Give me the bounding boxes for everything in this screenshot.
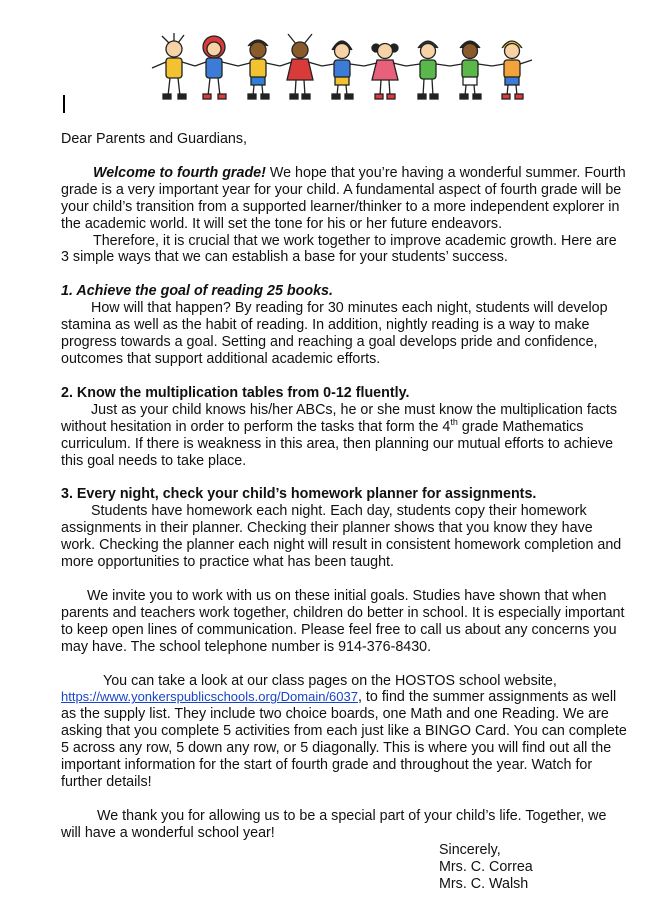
class-pages-text-a: You can take a look at our class pages on the HOSTOS school website, xyxy=(103,672,557,689)
signature-block xyxy=(439,842,533,893)
invite-paragraph: We invite you to work with us on these initial goals. Studies have shown that when parents and teachers work together, children do better in school. It is especially important to keep open lines of communication. Please feel free to call us about any concerns you may have. The school telephone number is 914-376-8430. xyxy=(61,587,625,655)
child-9 xyxy=(492,41,532,99)
child-6 xyxy=(364,44,406,100)
goal-2-superscript: th xyxy=(450,416,458,427)
child-5 xyxy=(322,41,364,99)
class-pages-paragraph xyxy=(61,673,627,791)
class-pages-text-b: , to find the summer assignments as well as the supply list. They include two choice boards, one Math and one Reading. We are asking that you complete 5 activities from each just like a BINGO Card. You can complete 5 across any row, 5 down any row, or 5 diagonally. This is where you will find out all the important information for the start of fourth grade and throughout the year. Watch for further details! xyxy=(61,689,627,790)
signer-1: Mrs. C. Correa xyxy=(439,859,533,875)
goal-2-text-b: grade Mathematics curriculum. If there is weakness in this area, then planning our mutual efforts to achieve this goal needs to take place. xyxy=(61,418,614,469)
goal-3-body: Students have homework each night. Each day, students copy their homework assignments in their planner. Checking their planner shows that you know they have work. Checking the planner each night will result in consistent homework completion and more opportunities to practice what has been taught. xyxy=(61,503,622,571)
goal-1-body: How will that happen? By reading for 30 minutes each night, students will develop stamina as well as the habit of reading. In addition, nightly reading is a way to make progress towards a goal. Setting and reaching a goal develops pride and confidence, outcomes that support additional academic efforts. xyxy=(61,300,608,367)
goal-2-heading: 2. Know the multiplication tables from 0-12 fluently. xyxy=(61,384,410,401)
text-cursor xyxy=(63,95,65,113)
greeting: Dear Parents and Guardians, xyxy=(61,131,247,147)
letter-body xyxy=(61,131,627,842)
signer-2: Mrs. C. Walsh xyxy=(439,876,529,892)
child-4 xyxy=(280,34,322,99)
welcome-heading: Welcome to fourth grade! xyxy=(93,164,266,181)
child-8 xyxy=(450,41,492,99)
therefore-paragraph: Therefore, it is crucial that we work together to improve academic growth. Here are 3 simple ways that we can establish a base for your students’ success. xyxy=(61,232,617,266)
goal-3-heading: 3. Every night, check your child’s homework planner for assignments. xyxy=(61,486,537,503)
children-illustration xyxy=(150,30,570,106)
thanks-paragraph: We thank you for allowing us to be a special part of your child’s life. Together, we will have a wonderful school year! xyxy=(61,807,607,841)
goal-2-body xyxy=(61,402,627,470)
closing: Sincerely, xyxy=(439,842,501,858)
child-7 xyxy=(406,41,450,99)
goal-1-heading: 1. Achieve the goal of reading 25 books. xyxy=(61,283,333,300)
goal-2-text-a: Just as your child knows his/her ABCs, he or she must know the multiplication facts without hesitation in order to perform the tasks that form the 4 xyxy=(61,401,618,435)
child-2 xyxy=(195,36,238,99)
child-3 xyxy=(238,40,280,99)
child-1 xyxy=(152,33,195,99)
welcome-paragraph xyxy=(61,165,627,233)
welcome-text: We hope that you’re having a wonderful summer. Fourth grade is a very important year for your child. A fundamental aspect of fourth grade will be your child’s transition from a supported learner/thinker to a more independent explorer in the academic world. It will set the tone for his or her future endeavors. xyxy=(61,164,626,232)
school-website-link[interactable]: https://www.yonkerspublicschools.org/Domain/6037 xyxy=(61,689,358,705)
